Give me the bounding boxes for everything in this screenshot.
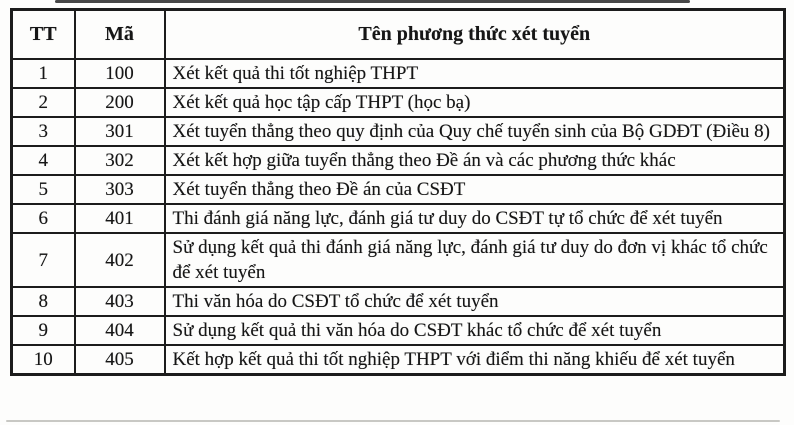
table-row bbox=[12, 175, 785, 204]
cell-method-name: Sử dụng kết quả thi văn hóa do CSĐT khác tổ chức để xét tuyển bbox=[165, 316, 785, 345]
cell-ma: 100 bbox=[75, 59, 165, 88]
cell-ma: 402 bbox=[75, 233, 165, 287]
cell-tt: 3 bbox=[12, 117, 75, 146]
table-row bbox=[12, 88, 785, 117]
cell-tt: 1 bbox=[12, 59, 75, 88]
cell-method-name: Xét kết quả học tập cấp THPT (học bạ) bbox=[165, 88, 785, 117]
header-cell-tt: TT bbox=[12, 10, 75, 60]
cell-method-name: Xét kết quả thi tốt nghiệp THPT bbox=[165, 59, 785, 88]
table-row bbox=[12, 233, 785, 287]
cell-ma: 405 bbox=[75, 345, 165, 375]
cell-tt: 7 bbox=[12, 233, 75, 287]
cell-method-name: Thi văn hóa do CSĐT tổ chức để xét tuyển bbox=[165, 287, 785, 316]
cell-method-name: Xét kết hợp giữa tuyển thẳng theo Đề án và các phương thức khác bbox=[165, 146, 785, 175]
cell-ma: 301 bbox=[75, 117, 165, 146]
admission-methods-table bbox=[10, 8, 786, 376]
header-row bbox=[12, 10, 785, 60]
cell-ma: 404 bbox=[75, 316, 165, 345]
table-row bbox=[12, 287, 785, 316]
scan-artifact-line-bottom bbox=[6, 420, 780, 422]
cell-method-name: Xét tuyển thẳng theo Đề án của CSĐT bbox=[165, 175, 785, 204]
table-row bbox=[12, 316, 785, 345]
cell-tt: 10 bbox=[12, 345, 75, 375]
table-row bbox=[12, 146, 785, 175]
cell-tt: 5 bbox=[12, 175, 75, 204]
cell-ma: 303 bbox=[75, 175, 165, 204]
table-row bbox=[12, 345, 785, 375]
table-row bbox=[12, 117, 785, 146]
cell-tt: 9 bbox=[12, 316, 75, 345]
cell-ma: 401 bbox=[75, 204, 165, 233]
cell-method-name: Kết hợp kết quả thi tốt nghiệp THPT với điểm thi năng khiếu để xét tuyển bbox=[165, 345, 785, 375]
cell-method-name: Sử dụng kết quả thi đánh giá năng lực, đánh giá tư duy do đơn vị khác tổ chức để xét tuyển bbox=[165, 233, 785, 287]
table-row bbox=[12, 59, 785, 88]
header-cell-ma: Mã bbox=[75, 10, 165, 60]
cell-ma: 302 bbox=[75, 146, 165, 175]
cell-ma: 403 bbox=[75, 287, 165, 316]
scan-artifact-line-top bbox=[55, 0, 690, 3]
header-cell-method-name: Tên phương thức xét tuyển bbox=[165, 10, 785, 60]
cell-tt: 4 bbox=[12, 146, 75, 175]
cell-ma: 200 bbox=[75, 88, 165, 117]
table-row bbox=[12, 204, 785, 233]
cell-tt: 8 bbox=[12, 287, 75, 316]
cell-method-name: Thi đánh giá năng lực, đánh giá tư duy do CSĐT tự tổ chức để xét tuyển bbox=[165, 204, 785, 233]
cell-tt: 2 bbox=[12, 88, 75, 117]
cell-method-name: Xét tuyển thẳng theo quy định của Quy chế tuyển sinh của Bộ GDĐT (Điều 8) bbox=[165, 117, 785, 146]
cell-tt: 6 bbox=[12, 204, 75, 233]
